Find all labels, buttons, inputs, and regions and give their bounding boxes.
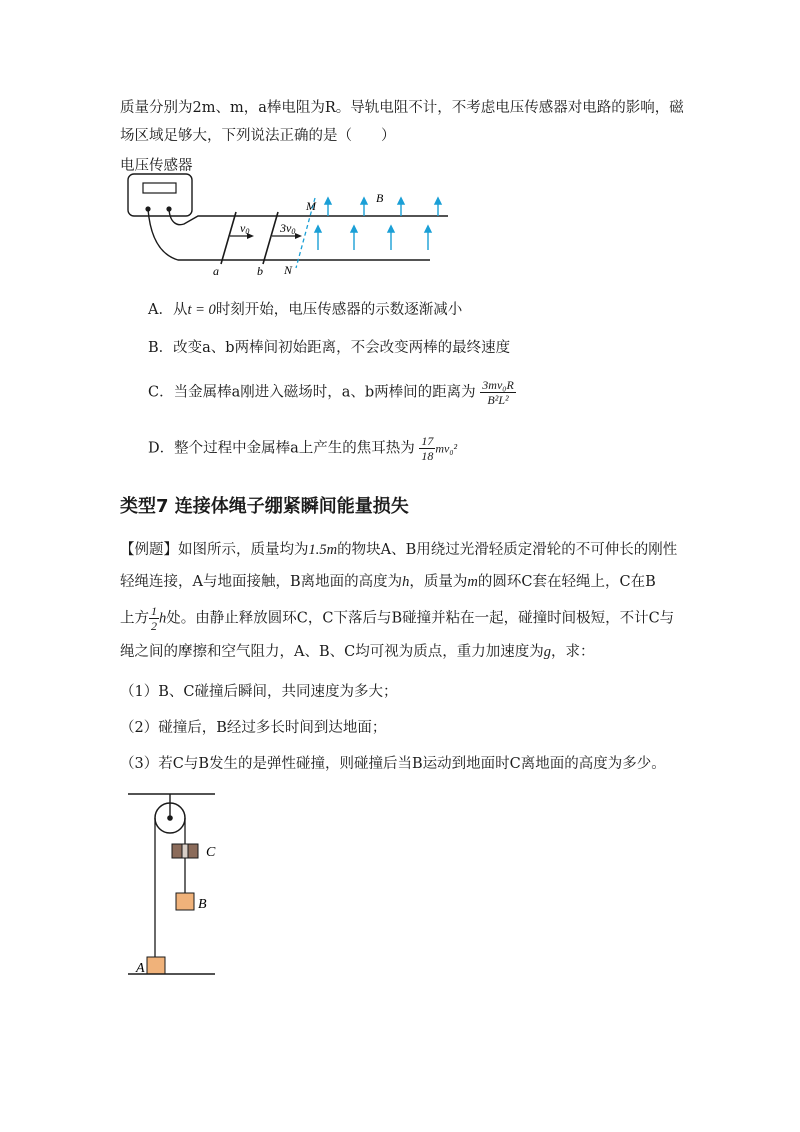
- example-line-1: 【例题】如图所示，质量均为1.5m的物块A、B用绕过光滑轻质定滑轮的不可伸长的刚性: [120, 542, 678, 558]
- intro-line-2: 场区域足够大，下列说法正确的是（ ）: [120, 128, 396, 144]
- option-B: B．改变a、b两棒间初始距离，不会改变两棒的最终速度: [148, 340, 511, 356]
- sensor-box: [128, 174, 192, 216]
- rod-a-label: a: [213, 264, 219, 278]
- question-1: （1）B、C碰撞后瞬间，共同速度为多大；: [120, 684, 398, 700]
- block-B: [176, 893, 194, 910]
- option-D: D．整个过程中金属棒a上产生的焦耳热为 $\frac{17}{18}$ mv₀²: [148, 434, 458, 463]
- label-M: M: [306, 199, 316, 213]
- example-line-3: 上方 $\frac{1}{2}$ h处。由静止释放圆环C，C下落后与B碰撞并粘在一起，碰撞时间极短，不计C与: [120, 604, 675, 633]
- pulley-figure: [120, 786, 230, 982]
- v0-label: v0: [240, 221, 250, 236]
- rod-b: [263, 212, 278, 264]
- option-A: A．从t = 0时刻开始，电压传感器的示数逐渐减小: [148, 302, 463, 318]
- 3v0-label: 3v0: [280, 221, 296, 236]
- rail-diagram: [118, 154, 458, 279]
- fraction-D: $\frac{17}{18}$: [421, 434, 434, 463]
- sensor-display: [143, 183, 176, 193]
- fraction-half: $\frac{1}{2}$: [151, 604, 157, 633]
- rod-a: [221, 212, 236, 264]
- intro-line-1: 质量分别为2m、m，a棒电阻为R。导轨电阻不计，不考虑电压传感器对电路的影响，磁: [120, 100, 684, 116]
- 3v0-arrow: [295, 233, 302, 239]
- example-line-4: 绳之间的摩擦和空气阻力，A、B、C均可视为质点，重力加速度为g，求：: [120, 644, 595, 660]
- section-heading: 类型7 连接体绳子绷紧瞬间能量损失: [120, 496, 409, 517]
- label-A: A: [136, 961, 145, 976]
- fraction-C: $\frac{\text{3mv₀R}}{\text{B²L²}}$: [482, 378, 514, 407]
- label-N: N: [284, 263, 293, 277]
- field-arrows: [315, 198, 441, 250]
- question-2: （2）碰撞后，B经过多长时间到达地面；: [120, 720, 387, 736]
- option-C: C．当金属棒a刚进入磁场时，a、b两棒间的距离为 $\frac{\text{3mv₀R}}{\text{B²L²}}$: [148, 378, 514, 407]
- label-B: B: [376, 191, 384, 205]
- label-B2: B: [198, 897, 207, 912]
- question-3: （3）若C与B发生的是弹性碰撞，则碰撞后当B运动到地面时C离地面的高度为多少。: [120, 756, 666, 772]
- example-line-2: 轻绳连接，A与地面接触，B离地面的高度为h，质量为m的圆环C套在轻绳上，C在B: [120, 574, 656, 590]
- label-C: C: [206, 845, 216, 860]
- sensor-caption: 电压传感器: [120, 158, 193, 174]
- pulley-axle: [167, 815, 173, 821]
- rod-b-label: b: [257, 264, 263, 278]
- block-A: [147, 957, 165, 974]
- rail-figure: [118, 154, 458, 279]
